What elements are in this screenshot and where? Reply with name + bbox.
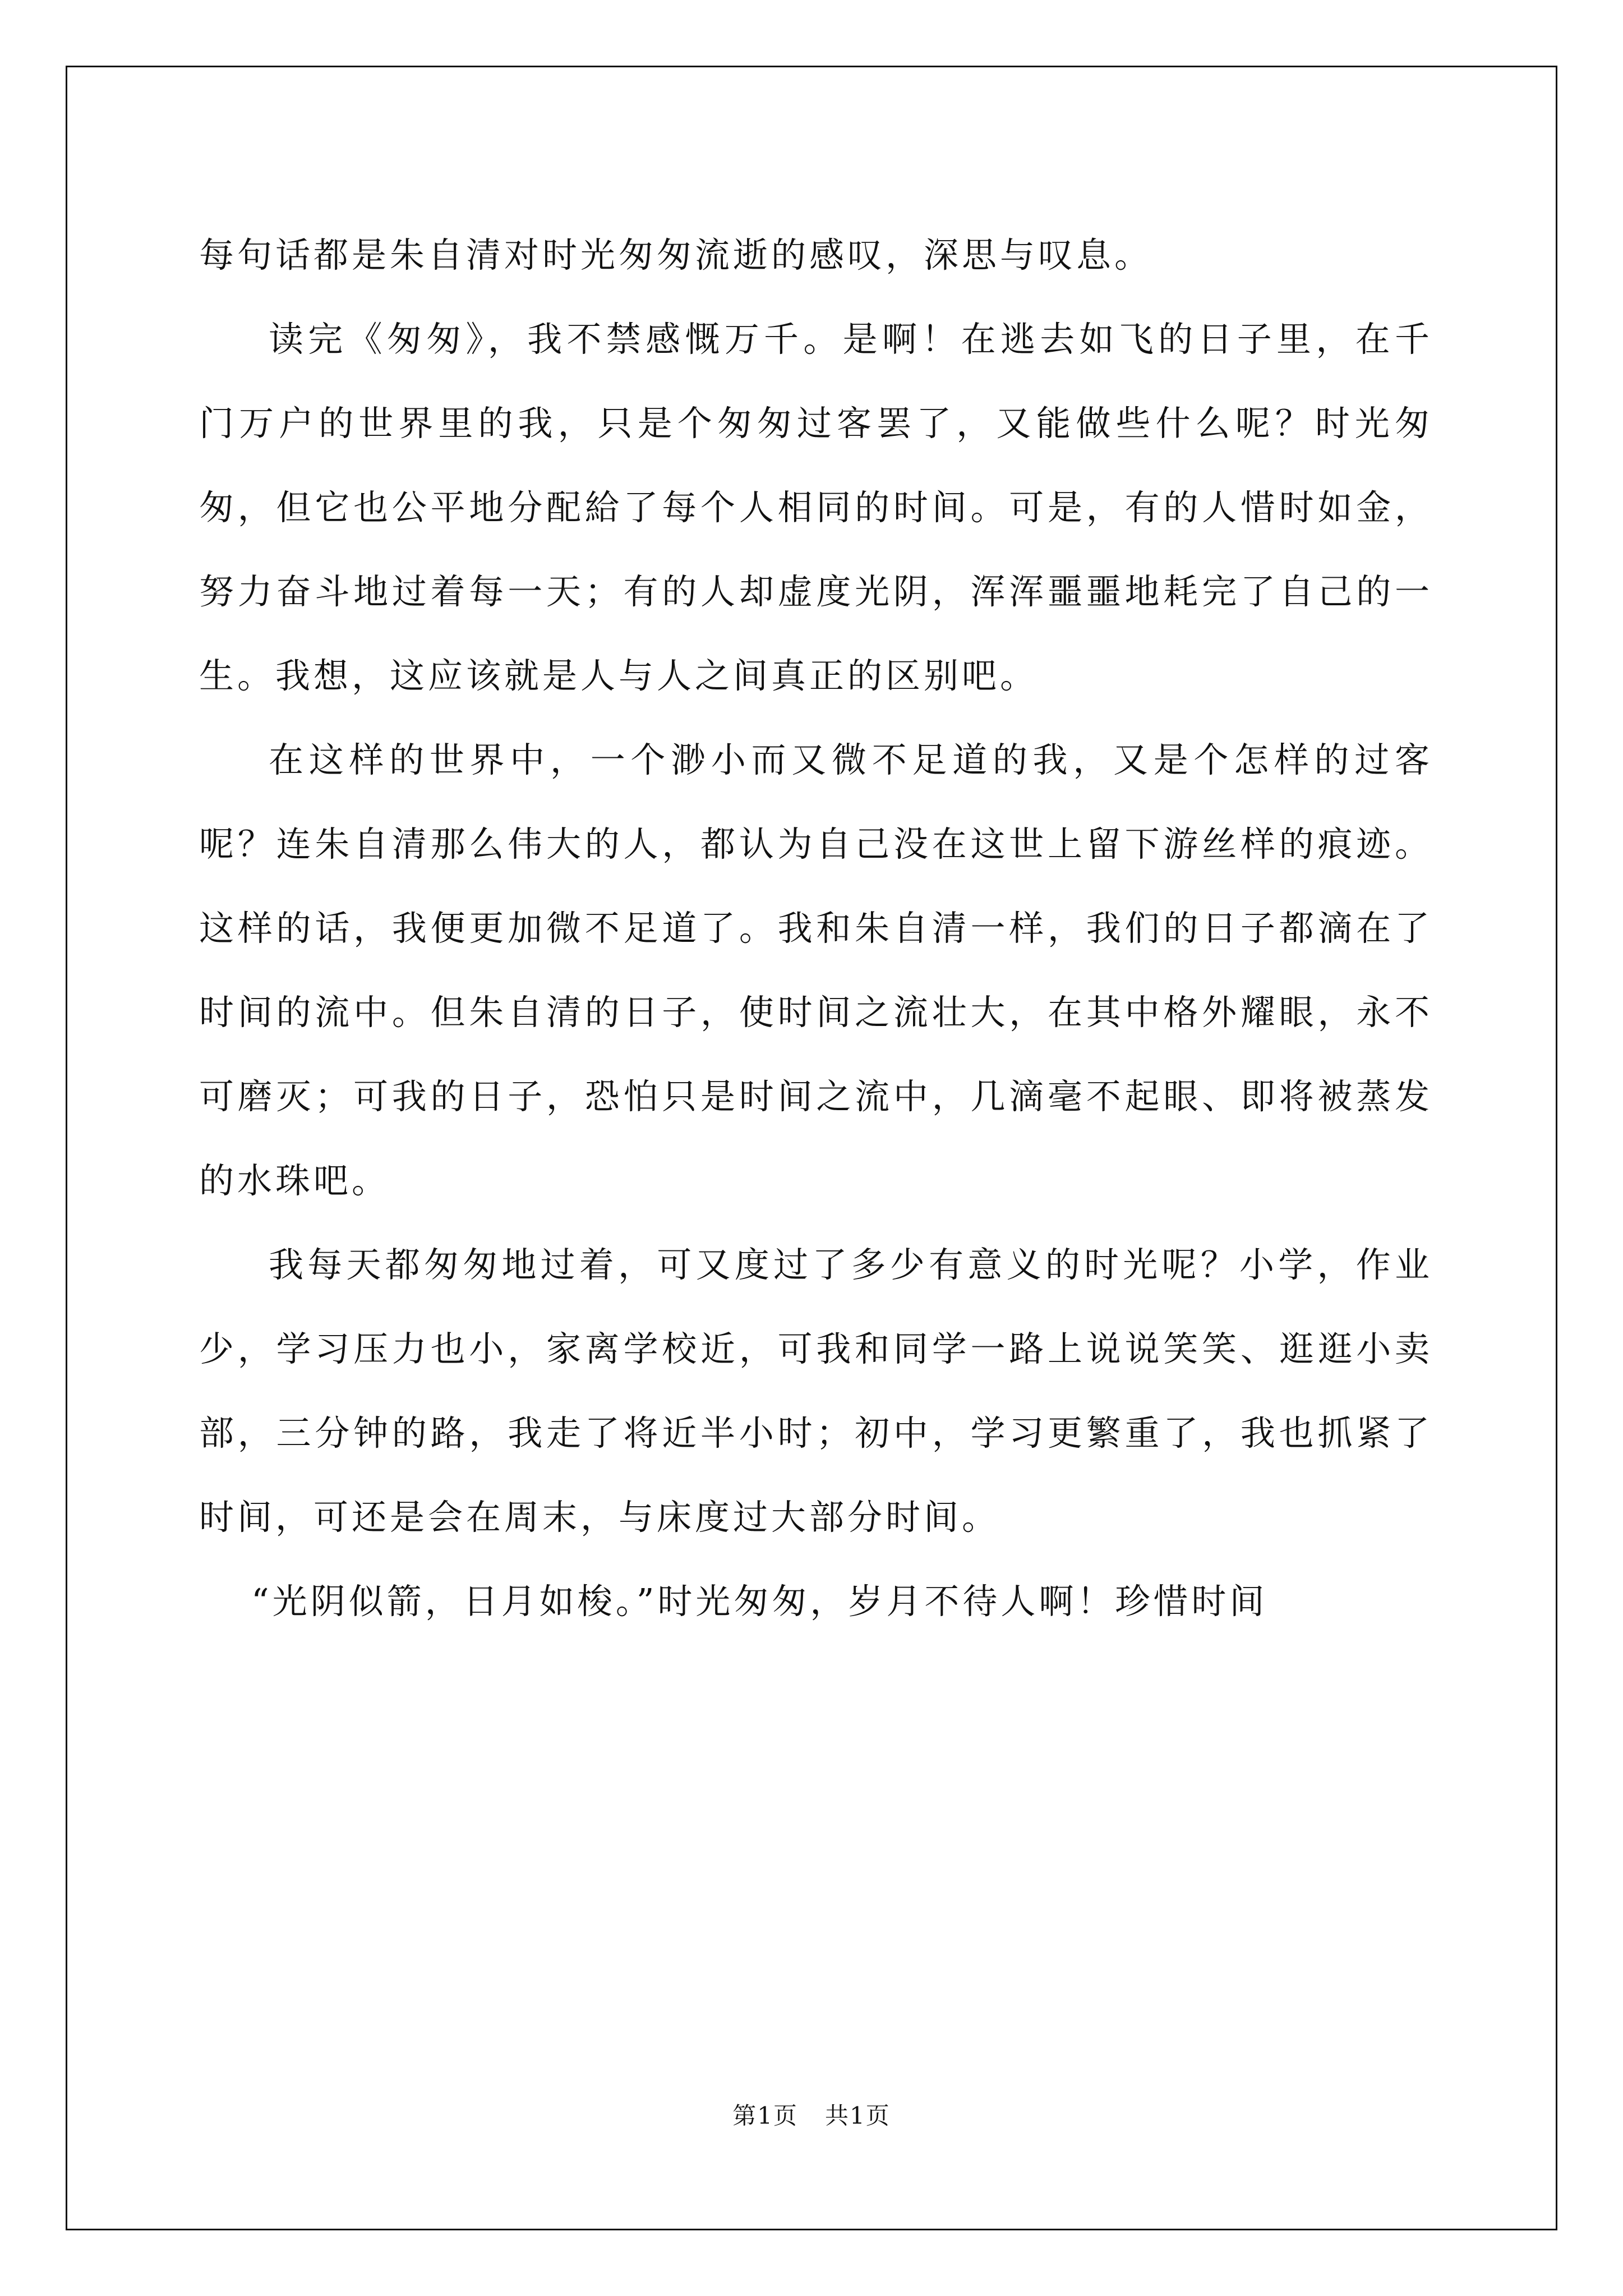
paragraph-4: 我每天都匆匆地过着，可又度过了多少有意义的时光呢？小学，作业少，学习压力也小，家离学校近，可我和同学一路上说说笑笑、逛逛小卖部，三分钟的路，我走了将近半小时；初中，学习更繁重了，我也抓紧了时间，可还是会在周末，与床度过大部分时间。 xyxy=(199,1244,1433,1538)
page-footer xyxy=(0,2099,1623,2133)
paragraph-2: 读完《匆匆》，我不禁感慨万千。是啊！在逃去如飞的日子里，在千门万户的世界里的我，只是个匆匆过客罢了，又能做些什么呢？时光匆匆，但它也公平地分配給了每个人相同的时间。可是，有的人惜时如金，努力奋斗地过着每一天；有的人却虚度光阴，浑浑噩噩地耗完了自己的一生。我想，这应该就是人与人之间真正的区别吧。 xyxy=(199,319,1433,696)
paragraph-5: “光阴似箭，日月如梭。”时光匆匆，岁月不待人啊！珍惜时间 xyxy=(251,1581,1268,1622)
paragraph-1: 每句话都是朱自清对时光匆匆流逝的感叹，深思与叹息。 xyxy=(199,234,1153,275)
page-total: 共1页 xyxy=(825,2102,891,2129)
paragraph-3: 在这样的世界中，一个渺小而又微不足道的我，又是个怎样的过客呢？连朱自清那么伟大的人，都认为自己没在这世上留下游丝样的痕迹。这样的话，我便更加微不足道了。我和朱自清一样，我们的日子都滴在了时间的流中。但朱自清的日子，使时间之流壮大，在其中格外耀眼，永不可磨灭；可我的日子，恐怕只是时间之流中，几滴毫不起眼、即将被蒸发的水珠吧。 xyxy=(199,739,1433,1201)
page-number: 第1页 xyxy=(732,2102,798,2129)
document-body xyxy=(199,213,1433,1644)
